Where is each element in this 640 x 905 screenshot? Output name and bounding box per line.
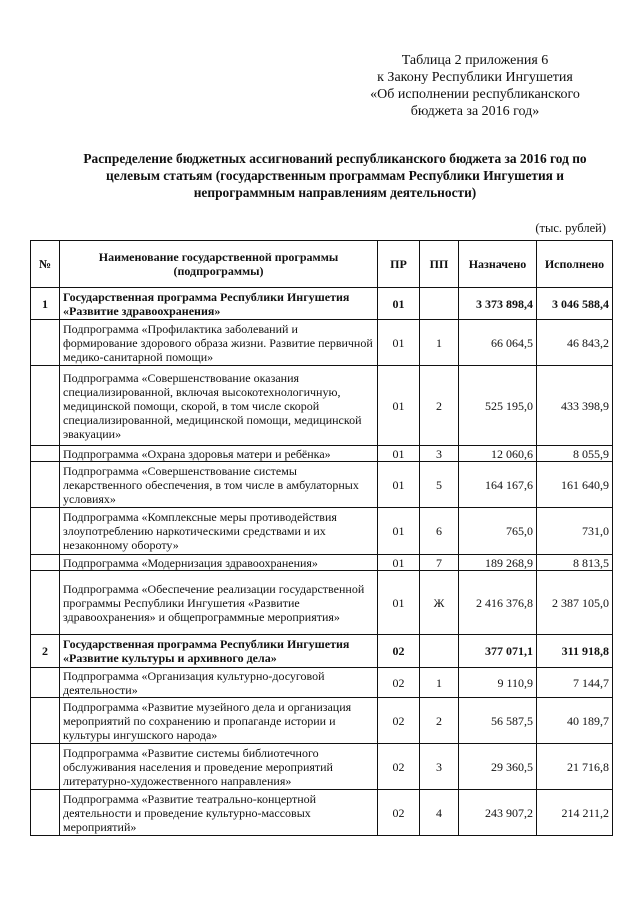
- row-pr: 01: [378, 288, 420, 320]
- appendix-note-line: Таблица 2 приложения 6: [401, 53, 549, 68]
- table-row: [31, 744, 613, 790]
- row-assigned: 525 195,0: [459, 366, 537, 446]
- row-assigned: 765,0: [459, 508, 537, 555]
- row-name: Подпрограмма «Профилактика заболеваний и формирование здорового образа жизни. Развитие первичной медико-санитарной помощи»: [60, 320, 378, 366]
- row-executed: 3 046 588,4: [537, 288, 613, 320]
- row-executed: 8 055,9: [537, 446, 613, 462]
- column-header-num: №: [31, 241, 60, 288]
- row-num: [31, 790, 60, 836]
- row-num: [31, 366, 60, 446]
- row-pp: 3: [420, 744, 459, 790]
- row-assigned: 3 373 898,4: [459, 288, 537, 320]
- table-header-row: [31, 241, 613, 288]
- row-pr: 01: [378, 462, 420, 508]
- column-header-pr: ПР: [378, 241, 420, 288]
- row-pr: 02: [378, 790, 420, 836]
- row-executed: 2 387 105,0: [537, 571, 613, 635]
- row-executed: 161 640,9: [537, 462, 613, 508]
- row-executed: 214 211,2: [537, 790, 613, 836]
- row-executed: 311 918,8: [537, 635, 613, 668]
- row-assigned: 29 360,5: [459, 744, 537, 790]
- row-pp: 5: [420, 462, 459, 508]
- row-assigned: 243 907,2: [459, 790, 537, 836]
- row-assigned: 12 060,6: [459, 446, 537, 462]
- appendix-note: [330, 52, 620, 120]
- table-row: [31, 635, 613, 668]
- table-row: [31, 668, 613, 698]
- table-row: [31, 446, 613, 462]
- row-num: [31, 446, 60, 462]
- row-pp: 1: [420, 668, 459, 698]
- row-assigned: 189 268,9: [459, 555, 537, 571]
- units-label: (тыс. рублей): [535, 221, 606, 235]
- row-name: Государственная программа Республики Ингушетия «Развитие культуры и архивного дела»: [60, 635, 378, 668]
- table-row: [31, 288, 613, 320]
- budget-table: [30, 240, 613, 836]
- appendix-note-line: к Закону Республики Ингушетия: [377, 70, 573, 85]
- row-num: [31, 698, 60, 744]
- document-title: Распределение бюджетных ассигнований республиканского бюджета за 2016 год по целевым статьям (государственным программам Республики Ингушетия и непрограммным направлениям деятельности): [83, 151, 587, 200]
- appendix-note-line: бюджета за 2016 год»: [410, 104, 540, 119]
- table-row: [31, 698, 613, 744]
- row-pp: Ж: [420, 571, 459, 635]
- row-name: Подпрограмма «Организация культурно-досуговой деятельности»: [60, 668, 378, 698]
- table-row: [31, 571, 613, 635]
- row-pp: 3: [420, 446, 459, 462]
- row-executed: 46 843,2: [537, 320, 613, 366]
- row-assigned: 164 167,6: [459, 462, 537, 508]
- row-name: Государственная программа Республики Ингушетия «Развитие здравоохранения»: [60, 288, 378, 320]
- row-executed: 8 813,5: [537, 555, 613, 571]
- row-pr: 01: [378, 571, 420, 635]
- row-executed: 731,0: [537, 508, 613, 555]
- row-executed: 40 189,7: [537, 698, 613, 744]
- row-num: [31, 462, 60, 508]
- row-pp: [420, 635, 459, 668]
- row-name: Подпрограмма «Модернизация здравоохранения»: [60, 555, 378, 571]
- row-pr: 02: [378, 698, 420, 744]
- table-row: [31, 320, 613, 366]
- table-row: [31, 790, 613, 836]
- table-row: [31, 462, 613, 508]
- row-pr: 01: [378, 446, 420, 462]
- row-assigned: 377 071,1: [459, 635, 537, 668]
- row-pr: 01: [378, 508, 420, 555]
- row-num: [31, 555, 60, 571]
- row-assigned: 9 110,9: [459, 668, 537, 698]
- row-num: [31, 571, 60, 635]
- row-name: Подпрограмма «Развитие театрально-концертной деятельности и проведение культурно-массовых мероприятий»: [60, 790, 378, 836]
- row-assigned: 2 416 376,8: [459, 571, 537, 635]
- row-pp: 1: [420, 320, 459, 366]
- row-num: [31, 320, 60, 366]
- table-row: [31, 508, 613, 555]
- row-pr: 02: [378, 668, 420, 698]
- row-num: [31, 744, 60, 790]
- row-pp: 6: [420, 508, 459, 555]
- row-num: [31, 668, 60, 698]
- row-num: [31, 508, 60, 555]
- row-pr: 01: [378, 366, 420, 446]
- row-executed: 7 144,7: [537, 668, 613, 698]
- row-num: 1: [31, 288, 60, 320]
- row-pr: 01: [378, 320, 420, 366]
- column-header-pp: ПП: [420, 241, 459, 288]
- row-pp: 2: [420, 366, 459, 446]
- row-assigned: 56 587,5: [459, 698, 537, 744]
- column-header-executed: Исполнено: [537, 241, 613, 288]
- row-num: 2: [31, 635, 60, 668]
- row-pp: 4: [420, 790, 459, 836]
- row-pp: 7: [420, 555, 459, 571]
- row-pp: 2: [420, 698, 459, 744]
- table-row: [31, 555, 613, 571]
- row-assigned: 66 064,5: [459, 320, 537, 366]
- row-name: Подпрограмма «Обеспечение реализации государственной программы Республики Ингушетия «Развитие здравоохранения» и общепрограммные мероприятия»: [60, 571, 378, 635]
- row-name: Подпрограмма «Развитие музейного дела и организация мероприятий по сохранению и пропаганде истории и культуры ингушского народа»: [60, 698, 378, 744]
- appendix-note-line: «Об исполнении республиканского: [370, 87, 580, 102]
- row-pr: 01: [378, 555, 420, 571]
- column-header-name: Наименование государственной программы (подпрограммы): [60, 241, 378, 288]
- row-name: Подпрограмма «Развитие системы библиотечного обслуживания населения и проведение мероприятий литературно-художественного направления»: [60, 744, 378, 790]
- row-name: Подпрограмма «Совершенствование системы лекарственного обеспечения, в том числе в амбулаторных условиях»: [60, 462, 378, 508]
- row-pp: [420, 288, 459, 320]
- table-row: [31, 366, 613, 446]
- row-executed: 433 398,9: [537, 366, 613, 446]
- row-name: Подпрограмма «Охрана здоровья матери и ребёнка»: [60, 446, 378, 462]
- row-executed: 21 716,8: [537, 744, 613, 790]
- column-header-assigned: Назначено: [459, 241, 537, 288]
- row-name: Подпрограмма «Совершенствование оказания специализированной, включая высокотехнологичную, медицинской помощи, скорой, в том числе скорой специализированной, медицинской помощи, медицинской эвакуации»: [60, 366, 378, 446]
- row-name: Подпрограмма «Комплексные меры противодействия злоупотреблению наркотическими средствами и их незаконному обороту»: [60, 508, 378, 555]
- row-pr: 02: [378, 635, 420, 668]
- row-pr: 02: [378, 744, 420, 790]
